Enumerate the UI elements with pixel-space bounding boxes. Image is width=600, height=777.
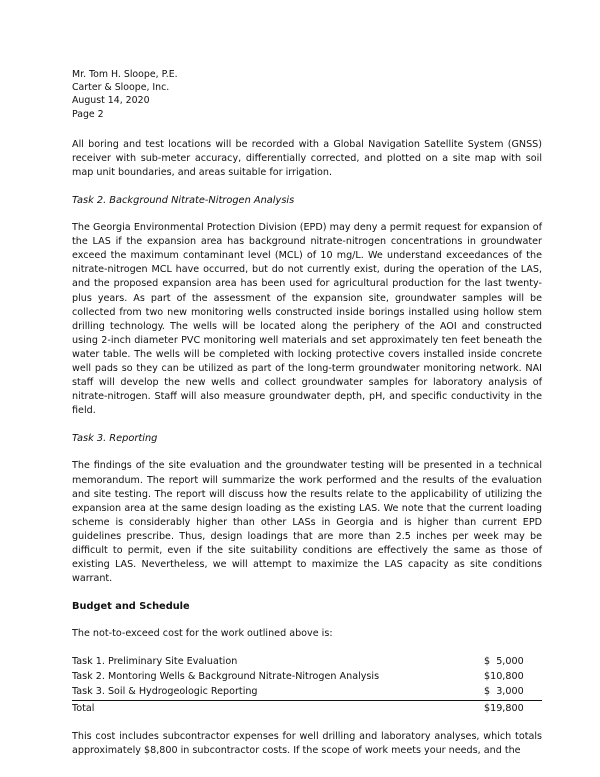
task2-paragraph: The Georgia Environmental Protection Division (EPD) may deny a permit request for expansion of the LAS if the expansion area has background nitrate-nitrogen concentrations in groundwater exceed the maximum contaminant level (MCL) of 10 mg/L. We understand exceedances of the nitrate-nitrogen MCL have occurred, but do not currently exist, during the operation of the LAS, and the proposed expansion area has been used for agricultural production for the last twenty-plus years. As part of the assessment of the expansion site, groundwater samples will be collected from two new monitoring wells constructed inside borings installed using hollow stem drilling technology. The wells will be located along the periphery of the AOI and constructed using 2-inch diameter PVC monitoring well materials and set approximately ten feet beneath the water table. The wells will be completed with locking protective covers installed inside concrete well pads so they can be utilized as part of the long-term groundwater monitoring network. NAI staff will develop the new wells and collect groundwater samples for laboratory analysis of nitrate-nitrogen. Staff will also measure groundwater depth, pH, and specific conductivity in the field. xyxy=(72,222,542,417)
letter-date: August 14, 2020 xyxy=(72,95,150,107)
table-row xyxy=(72,655,542,670)
table-row-total xyxy=(72,701,542,717)
task3-paragraph: The findings of the site evaluation and the groundwater testing will be presented in a technical memorandum. The report will summarize the work performed and the results of the evaluation and site testing. The report will discuss how the results relate to the applicability of utilizing the expansion area at the same design loading as the existing LAS. We note that the current loading scheme is considerably higher than other LASs in Georgia and is higher than current EPD guidelines prescribe. Thus, design loadings that are more than 2.5 inches per week may be difficult to permit, even if the site suitability conditions are effectively the same as those of existing LAS. Nevertheless, we will attempt to maximize the LAS capacity as site conditions warrant. xyxy=(72,460,542,585)
recipient-name: Mr. Tom H. Sloope, P.E. xyxy=(72,69,178,80)
page-number: Page 2 xyxy=(72,108,104,120)
cost-table xyxy=(72,655,542,716)
budget-heading: Budget and Schedule xyxy=(72,601,190,613)
task2-heading: Task 2. Background Nitrate-Nitrogen Analysis xyxy=(72,195,295,207)
budget-lead-in: The not-to-exceed cost for the work outlined above is: xyxy=(72,628,333,640)
recipient-company: Carter & Sloope, Inc. xyxy=(72,82,170,94)
cost-total-label: Total xyxy=(72,703,95,715)
table-row xyxy=(72,685,542,701)
cost-item-label: Task 1. Preliminary Site Evaluation xyxy=(72,656,238,668)
cost-item-amount: $ 5,000 xyxy=(484,656,524,668)
letterhead-block xyxy=(72,68,542,121)
cost-item-amount: $10,800 xyxy=(484,670,524,682)
cost-item-label: Task 3. Soil & Hydrogeologic Reporting xyxy=(72,685,474,701)
task3-heading: Task 3. Reporting xyxy=(72,433,158,445)
table-row xyxy=(72,670,542,685)
budget-closing-paragraph: This cost includes subcontractor expenses for well drilling and laboratory analyses, which totals approximately $8,800 in subcontractor costs. If the scope of work meets your needs, and the xyxy=(72,730,542,756)
cost-item-amount: $ 3,000 xyxy=(474,685,542,701)
cost-item-label: Task 2. Montoring Wells & Background Nitrate-Nitrogen Analysis xyxy=(72,670,380,682)
cost-total-amount: $19,800 xyxy=(484,703,524,715)
intro-paragraph: All boring and test locations will be recorded with a Global Navigation Satellite System (GNSS) receiver with sub-meter accuracy, differentially corrected, and plotted on a site map with soil map unit boundaries, and areas suitable for irrigation. xyxy=(72,138,542,178)
